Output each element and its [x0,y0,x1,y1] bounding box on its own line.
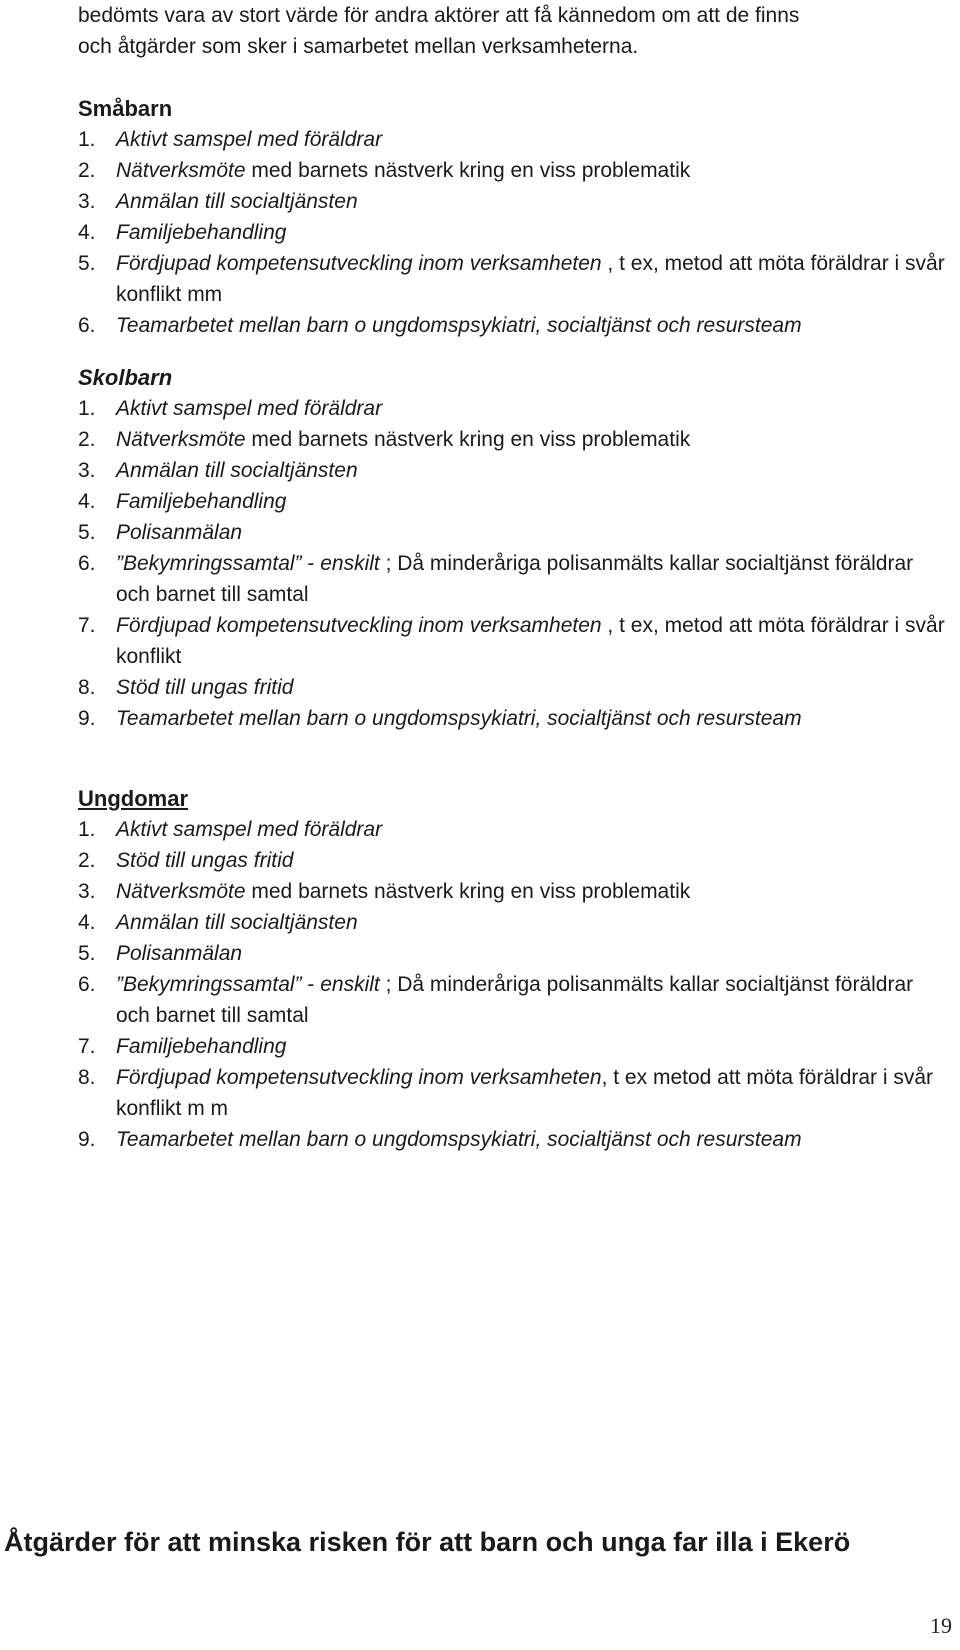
item-title: Aktivt samspel med föräldrar [116,128,383,151]
item-title: Fördjupad kompetensutveckling inom verksamheten [116,1066,602,1089]
item-number: 1. [78,397,96,420]
item-number: 5. [78,521,96,544]
item-text: med barnets nästverk kring en viss problematik [245,159,691,182]
section-smabarn [78,93,948,341]
list-item [78,124,948,155]
item-title: Familjebehandling [116,490,287,513]
item-text: , t ex, metod att möta föräldrar i svår konflikt mm [116,252,945,306]
item-title: Aktivt samspel med föräldrar [116,397,383,420]
item-title: Fördjupad kompetensutveckling inom verksamheten [116,252,602,275]
item-title: Teamarbetet mellan barn o ungdomspsykiatri, socialtjänst och resursteam [116,314,802,337]
item-title: Stöd till ungas fritid [116,849,294,872]
item-number: 7. [78,614,96,637]
item-number: 6. [78,314,96,337]
list-item [78,248,948,310]
item-number: 7. [78,1035,96,1058]
measure-list [78,124,948,341]
item-title: Familjebehandling [116,1035,287,1058]
list-item [78,1031,948,1062]
item-number: 6. [78,973,96,996]
item-number: 4. [78,911,96,934]
item-title: Nätverksmöte [116,880,246,903]
list-item [78,424,948,455]
list-item [78,610,948,672]
item-title: Anmälan till socialtjänsten [116,911,358,934]
item-title: Nätverksmöte [116,159,246,182]
section-heading: Småbarn [78,96,173,121]
next-section-title: Åtgärder för att minska risken för att barn och unga far illa i Ekerö [4,1527,851,1557]
item-qualifier: enskilt [320,973,380,996]
list-item [78,672,948,703]
item-text: , t ex metod att möta föräldrar i svår konflikt m m [116,1066,934,1120]
item-text: , t ex, metod att möta föräldrar i svår konflikt [116,614,945,668]
list-item [78,517,948,548]
item-number: 4. [78,221,96,244]
item-title: Nätverksmöte [116,428,246,451]
item-number: 2. [78,849,96,872]
item-text: med barnets nästverk kring en viss problematik [245,428,691,451]
item-separator: - [301,973,321,996]
item-title: Fördjupad kompetensutveckling inom verksamheten [116,614,602,637]
item-number: 9. [78,707,96,730]
item-separator: - [301,552,321,575]
list-item [78,217,948,248]
list-item [78,155,948,186]
item-title: Polisanmälan [116,942,243,965]
item-number: 6. [78,552,96,575]
item-number: 1. [78,818,96,841]
section-heading: Skolbarn [78,365,173,390]
list-item [78,876,948,907]
section-ungdomar [78,783,948,1155]
list-item [78,969,948,1031]
list-item [78,814,948,845]
list-item [78,393,948,424]
item-title: Teamarbetet mellan barn o ungdomspsykiatri, socialtjänst och resursteam [116,707,802,730]
item-title: ”Bekymringssamtal” [116,552,302,575]
item-title: Stöd till ungas fritid [116,676,294,699]
item-number: 3. [78,880,96,903]
list-item [78,938,948,969]
list-item [78,845,948,876]
item-qualifier: enskilt [320,552,380,575]
item-title: Anmälan till socialtjänsten [116,459,358,482]
list-item [78,186,948,217]
item-number: 3. [78,459,96,482]
item-title: Polisanmälan [116,521,243,544]
section-heading: Ungdomar [78,786,188,811]
item-number: 8. [78,1066,96,1089]
item-title: Familjebehandling [116,221,287,244]
item-title: Aktivt samspel med föräldrar [116,818,383,841]
item-number: 4. [78,490,96,513]
measure-list [78,814,948,1155]
item-text: ; Då minderåriga polisanmälts kallar socialtjänst föräldrar och barnet till samtal [116,552,914,606]
intro-line: och åtgärder som sker i samarbetet mellan verksamheterna. [78,35,639,58]
item-number: 8. [78,676,96,699]
intro-line: bedömts vara av stort värde för andra aktörer att få kännedom om att de finns [78,4,800,27]
list-item [78,548,948,610]
item-text: med barnets nästverk kring en viss problematik [245,880,691,903]
item-number: 1. [78,128,96,151]
measure-list [78,393,948,734]
item-title: Anmälan till socialtjänsten [116,190,358,213]
section-skolbarn [78,362,948,734]
list-item [78,486,948,517]
item-number: 3. [78,190,96,213]
item-number: 5. [78,942,96,965]
item-text: ; Då minderåriga polisanmälts kallar socialtjänst föräldrar och barnet till samtal [116,973,914,1027]
list-item [78,1062,948,1124]
list-item [78,310,948,341]
item-number: 2. [78,428,96,451]
item-number: 9. [78,1128,96,1151]
item-title: Teamarbetet mellan barn o ungdomspsykiatri, socialtjänst och resursteam [116,1128,802,1151]
list-item [78,703,948,734]
item-number: 5. [78,252,96,275]
list-item [78,1124,948,1155]
page-number: 19 [930,1613,952,1638]
intro-paragraph [78,0,938,62]
list-item [78,907,948,938]
item-number: 2. [78,159,96,182]
item-title: ”Bekymringssamtal” [116,973,302,996]
list-item [78,455,948,486]
